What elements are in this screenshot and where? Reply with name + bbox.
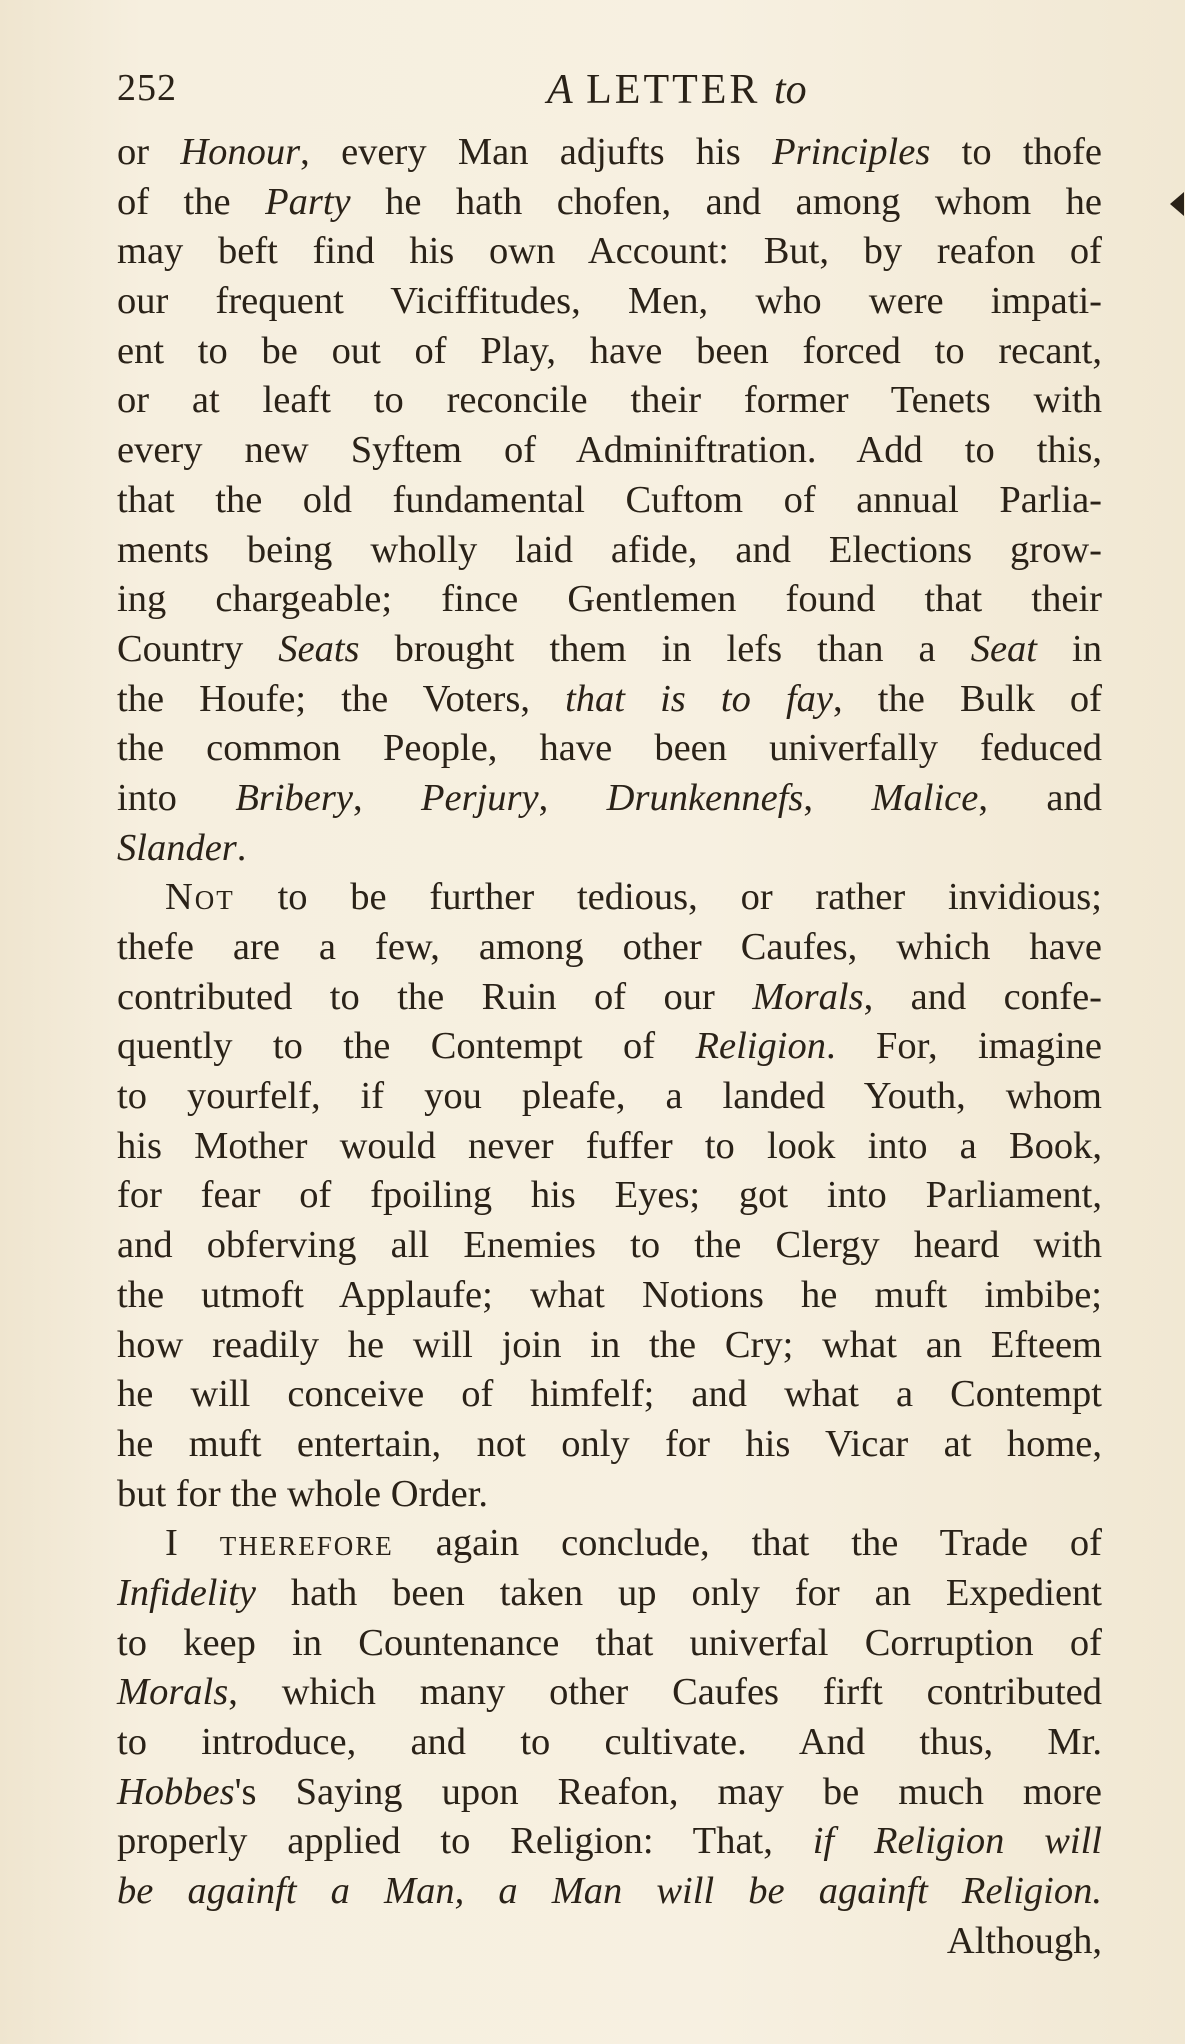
text-line: thefe are a few, among other Caufes, which have bbox=[117, 926, 1102, 968]
text-line: to introduce, and to cultivate. And thus, Mr. bbox=[117, 1721, 1102, 1763]
running-title-article: A bbox=[547, 67, 573, 113]
running-header bbox=[117, 66, 1077, 122]
text-line: the Houfe; the Voters, that is to fay, the Bulk of bbox=[117, 677, 1103, 720]
text-line: the common People, have been univerfally feduced bbox=[117, 727, 1102, 770]
margin-pointer-mark bbox=[1170, 192, 1184, 216]
running-title-main: LETTER bbox=[586, 67, 761, 113]
text-line: Country Seats brought them in lefs than a Seat in bbox=[117, 627, 1102, 670]
text-line: his Mother would never fuffer to look into a Book, bbox=[117, 1124, 1102, 1167]
text-line: Hobbes's Saying upon Reafon, may be much more bbox=[117, 1770, 1102, 1813]
text-line: or Honour, every Man adjufts his Principles to thofe bbox=[117, 131, 1102, 173]
text-line: ent to be out of Play, have been forced to recant, bbox=[117, 329, 1102, 372]
text-line: the utmoft Applaufe; what Notions he muft imbibe; bbox=[117, 1273, 1102, 1316]
text-line: Slander. bbox=[117, 826, 247, 869]
text-line: he muft entertain, not only for his Vicar at home, bbox=[117, 1422, 1102, 1465]
page-number: 252 bbox=[117, 67, 177, 109]
text-line: I therefore again conclude, that the Trade of bbox=[165, 1522, 1102, 1565]
text-line: be againft a Man, a Man will be againft Religion. bbox=[117, 1870, 1102, 1913]
text-line: for fear of fpoiling his Eyes; got into Parliament, bbox=[117, 1174, 1102, 1217]
text-line: Not to be further tedious, or rather invidious; bbox=[165, 876, 1102, 919]
text-line: of the Party he hath chofen, and among whom he bbox=[117, 180, 1102, 223]
body-text bbox=[117, 128, 1102, 1966]
text-line: Infidelity hath been taken up only for an Expedient bbox=[117, 1571, 1102, 1614]
text-line: to keep in Countenance that univerfal Corruption of bbox=[117, 1621, 1102, 1664]
text-line: he will conceive of himfelf; and what a Contempt bbox=[117, 1373, 1102, 1416]
text-line: that the old fundamental Cuftom of annual Parlia- bbox=[117, 478, 1102, 521]
text-line: and obferving all Enemies to the Clergy heard with bbox=[117, 1224, 1102, 1267]
text-line: may beft find his own Account: But, by reafon of bbox=[117, 230, 1102, 273]
text-line: our frequent Viciffitudes, Men, who were impati- bbox=[117, 280, 1102, 323]
text-line: but for the whole Order. bbox=[117, 1472, 488, 1515]
text-line: Although, bbox=[946, 1919, 1102, 1962]
text-line: or at leaft to reconcile their former Tenets with bbox=[117, 379, 1102, 422]
running-title bbox=[547, 66, 807, 114]
text-line: properly applied to Religion: That, if Religion will bbox=[117, 1820, 1102, 1863]
text-line: ments being wholly laid afide, and Elections grow- bbox=[117, 528, 1102, 571]
text-line: to yourfelf, if you pleafe, a landed Youth, whom bbox=[117, 1075, 1102, 1118]
running-title-prep: to bbox=[773, 67, 807, 113]
text-line: Morals, which many other Caufes firft contributed bbox=[117, 1671, 1102, 1714]
text-line: every new Syftem of Adminiftration. Add to this, bbox=[117, 429, 1102, 472]
text-line: into Bribery, Perjury, Drunkennefs, Malice, and bbox=[117, 776, 1103, 819]
text-line: how readily he will join in the Cry; what an Efteem bbox=[117, 1323, 1102, 1366]
text-line: quently to the Contempt of Religion. For, imagine bbox=[117, 1025, 1102, 1068]
text-line: ing chargeable; fince Gentlemen found that their bbox=[117, 578, 1102, 621]
text-line: contributed to the Ruin of our Morals, and confe- bbox=[117, 975, 1103, 1018]
